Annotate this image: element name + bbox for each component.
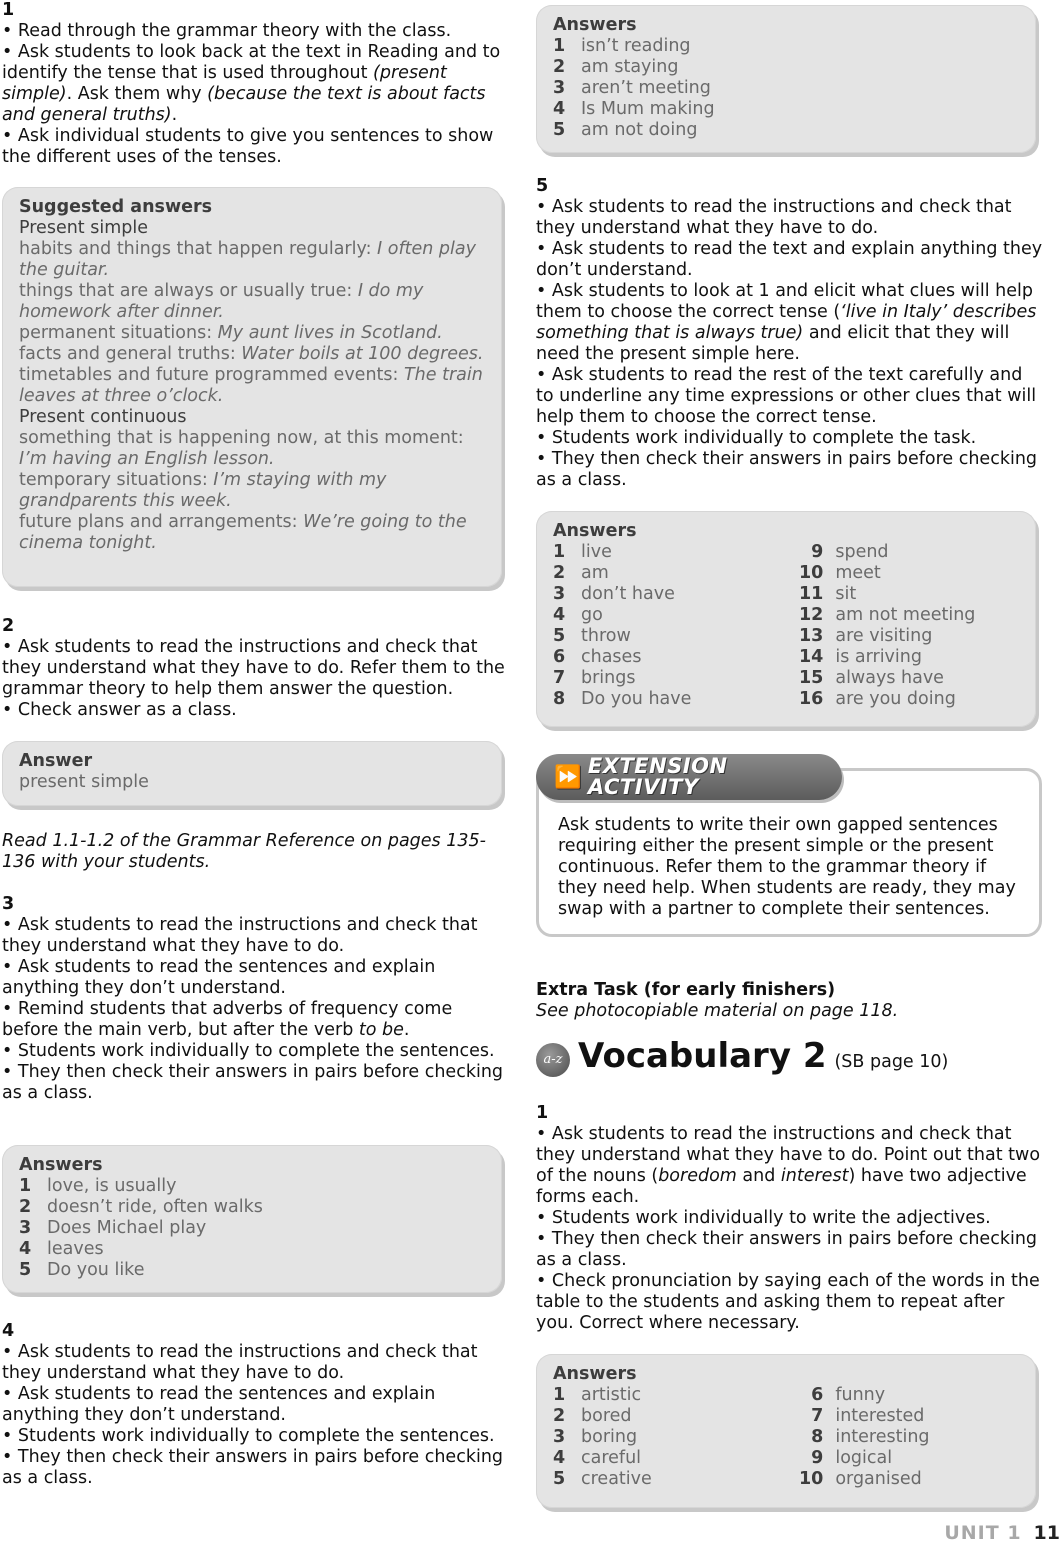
- answers-box-3: [2, 1145, 502, 1293]
- section-number: 4: [2, 1321, 15, 1341]
- answer-item: 7 brings: [553, 668, 636, 688]
- instruction-line: • Ask students to read the instructions and check that they understand what they have to do. Refer them to the grammar theory to help them answer the question.: [2, 637, 505, 699]
- answers-box-5: [536, 511, 1036, 727]
- sb-page-ref: (SB page 10): [834, 1052, 949, 1072]
- instruction-line: • Students work individually to write the adjectives.: [536, 1208, 991, 1228]
- fast-forward-icon: ⏩: [554, 764, 582, 790]
- box-heading: Answers: [553, 1364, 637, 1384]
- extra-task-title: Extra Task (for early finishers): [536, 980, 836, 1000]
- answer-item: 6 chases: [553, 647, 642, 667]
- usage-item: timetables and future programmed events: The train leaves at three o’clock.: [19, 365, 483, 406]
- answer-item: 2 am: [553, 563, 609, 583]
- section-4: [2, 1321, 510, 1489]
- answer-item: 5 Do you like: [19, 1260, 145, 1280]
- section-3: [2, 894, 510, 1104]
- instruction-line: • They then check their answers in pairs before checking as a class.: [2, 1447, 504, 1488]
- instruction-line: • Students work individually to complete the task.: [536, 428, 977, 448]
- answer-list-col1: [553, 1385, 785, 1490]
- answer-item: 11 sit: [798, 584, 857, 604]
- page-number: 11: [1033, 1522, 1060, 1544]
- section-number: 1: [536, 1103, 549, 1123]
- answer-text: present simple: [19, 772, 149, 792]
- section-number: 5: [536, 176, 549, 196]
- instruction-line: • They then check their answers in pairs before checking as a class.: [2, 1062, 504, 1103]
- section-2: [2, 616, 510, 721]
- instruction-line: • Ask students to read the instructions and check that they understand what they have to do. Point out that two of the nouns (boredom and interest) have two adjective forms each.: [536, 1124, 1041, 1207]
- answer-item: 2 doesn’t ride, often walks: [19, 1197, 263, 1217]
- page-footer: [944, 1523, 1060, 1544]
- answer-item: 9 spend: [811, 542, 889, 562]
- section-number: 1: [2, 0, 15, 20]
- answer-item: 10 meet: [798, 563, 881, 583]
- answer-item: 4 leaves: [19, 1239, 104, 1259]
- suggested-answers-box: [2, 187, 502, 587]
- box-heading: Answers: [553, 15, 637, 35]
- box-heading: Answers: [553, 521, 637, 541]
- instruction-line: • Students work individually to complete the sentences.: [2, 1426, 495, 1446]
- vocabulary-title: Vocabulary 2: [578, 1036, 827, 1076]
- answers-box-4: [536, 5, 1036, 153]
- extension-text: Ask students to write their own gapped sentences requiring either the present simple or the present continuous. Refer them to the grammar theory if they need help. When students are ready, they may swap with a partner to complete their sentences.: [558, 815, 1016, 919]
- answer-item: 5 am not doing: [553, 120, 698, 140]
- instruction-line: • Ask individual students to give you sentences to show the different uses of the tenses.: [2, 126, 494, 167]
- box-heading: Suggested answers: [19, 197, 213, 217]
- instruction-line: • They then check their answers in pairs before checking as a class.: [536, 1229, 1038, 1270]
- extra-task-text: See photocopiable material on page 118.: [536, 1001, 899, 1021]
- answer-item: 5 throw: [553, 626, 631, 646]
- vocab-section-1: [536, 1103, 1044, 1334]
- instruction-line: • Check pronunciation by saying each of the words in the table to the students and asking them to repeat after you. Correct where necessary.: [536, 1271, 1040, 1333]
- answer-item: 12 am not meeting: [798, 605, 976, 625]
- instruction-line: • Ask students to read the instructions and check that they understand what they have to do.: [536, 197, 1012, 238]
- subheading-present-continuous: Present continuous: [19, 407, 187, 427]
- usage-item: future plans and arrangements: We’re going to the cinema tonight.: [19, 512, 467, 553]
- answer-item: 8 interesting: [811, 1427, 930, 1447]
- instruction-line: • Ask students to read the text and explain anything they don’t understand.: [536, 239, 1043, 280]
- answer-item: 16 are you doing: [798, 689, 956, 709]
- answer-item: 1 love, is usually: [19, 1176, 177, 1196]
- instruction-line: • Students work individually to complete the sentences.: [2, 1041, 495, 1061]
- answer-list-col2: [797, 1385, 1020, 1490]
- answer-item: 8 Do you have: [553, 689, 692, 709]
- answer-item: 2 bored: [553, 1406, 632, 1426]
- usage-item: something that is happening now, at this moment: I’m having an English lesson.: [19, 428, 464, 469]
- answer-item: 3 Does Michael play: [19, 1218, 207, 1238]
- box-heading: Answers: [19, 1155, 103, 1175]
- answer-grid: [553, 1385, 1020, 1490]
- section-1: [2, 0, 510, 168]
- answer-item: 15 always have: [798, 668, 944, 688]
- answer-item: 10 organised: [798, 1469, 922, 1489]
- answer-item: 3 aren’t meeting: [553, 78, 711, 98]
- a-z-icon: a-z: [536, 1043, 570, 1077]
- unit-label: UNIT 1: [944, 1522, 1022, 1544]
- instruction-line: • Ask students to read the instructions and check that they understand what they have to do.: [2, 1342, 478, 1383]
- answer-item: 1 artistic: [553, 1385, 642, 1405]
- grammar-reference-note: Read 1.1-1.2 of the Grammar Reference on pages 135-136 with your students.: [2, 831, 486, 872]
- section-number: 2: [2, 616, 15, 636]
- section-5: [536, 176, 1044, 491]
- extension-title: EXTENSION ACTIVITY: [587, 754, 728, 799]
- answer-item: 13 are visiting: [798, 626, 933, 646]
- extension-activity: [536, 754, 1042, 937]
- usage-item: things that are always or usually true: I do my homework after dinner.: [19, 281, 424, 322]
- answer-item: 9 logical: [811, 1448, 893, 1468]
- instruction-line: • Ask students to read the instructions and check that they understand what they have to do.: [2, 915, 478, 956]
- answer-item: 4 careful: [553, 1448, 642, 1468]
- usage-item: facts and general truths: Water boils at 100 degrees.: [19, 344, 484, 364]
- instruction-line: • Ask students to look back at the text in Reading and to identify the tense that is used throughout (present simple). Ask them why (because the text is about facts and general truths).: [2, 42, 501, 125]
- instruction-line: • Ask students to read the sentences and explain anything they don’t understand.: [2, 957, 436, 998]
- extra-task: [536, 980, 1044, 1022]
- instruction-line: • Ask students to read the rest of the text carefully and to underline any time expressions or other clues that will help them to choose the correct tense.: [536, 365, 1037, 427]
- answer-list-col2: [797, 542, 1020, 710]
- instruction-line: • Ask students to look at 1 and elicit what clues will help them to choose the correct tense (‘live in Italy’ describes something that is always true) and elicit that they will need the present simple here.: [536, 281, 1037, 364]
- answer-item: 3 don’t have: [553, 584, 675, 604]
- answer-item: 1 isn’t reading: [553, 36, 691, 56]
- usage-item: permanent situations: My aunt lives in Scotland.: [19, 323, 443, 343]
- usage-item: habits and things that happen regularly: I often play the guitar.: [19, 239, 476, 280]
- instruction-line: • Check answer as a class.: [2, 700, 237, 720]
- answer-item: 6 funny: [811, 1385, 886, 1405]
- answer-item: 3 boring: [553, 1427, 638, 1447]
- answer-list-col1: [553, 542, 785, 710]
- answer-list: [19, 1176, 486, 1281]
- instruction-line: • Read through the grammar theory with the class.: [2, 21, 452, 41]
- box-heading: Answer: [19, 751, 93, 771]
- instruction-line: • Ask students to read the sentences and explain anything they don’t understand.: [2, 1384, 436, 1425]
- answer-item: 4 Is Mum making: [553, 99, 715, 119]
- vocabulary-heading: [536, 1036, 948, 1081]
- answer-list: [553, 36, 1020, 141]
- instruction-line: • They then check their answers in pairs before checking as a class.: [536, 449, 1038, 490]
- answer-item: 2 am staying: [553, 57, 679, 77]
- answers-box-vocab: [536, 1354, 1036, 1508]
- answer-item: 7 interested: [811, 1406, 925, 1426]
- instruction-line: • Remind students that adverbs of frequency come before the main verb, but after the verb to be.: [2, 999, 453, 1040]
- subheading-present-simple: Present simple: [19, 218, 148, 238]
- extension-tab: [536, 754, 842, 800]
- answer-box-2: [2, 741, 502, 806]
- answer-item: 1 live: [553, 542, 612, 562]
- answer-grid: [553, 542, 1020, 710]
- answer-item: 14 is arriving: [798, 647, 922, 667]
- answer-item: 4 go: [553, 605, 603, 625]
- answer-item: 5 creative: [553, 1469, 652, 1489]
- usage-item: temporary situations: I’m staying with my grandparents this week.: [19, 470, 387, 511]
- section-number: 3: [2, 894, 15, 914]
